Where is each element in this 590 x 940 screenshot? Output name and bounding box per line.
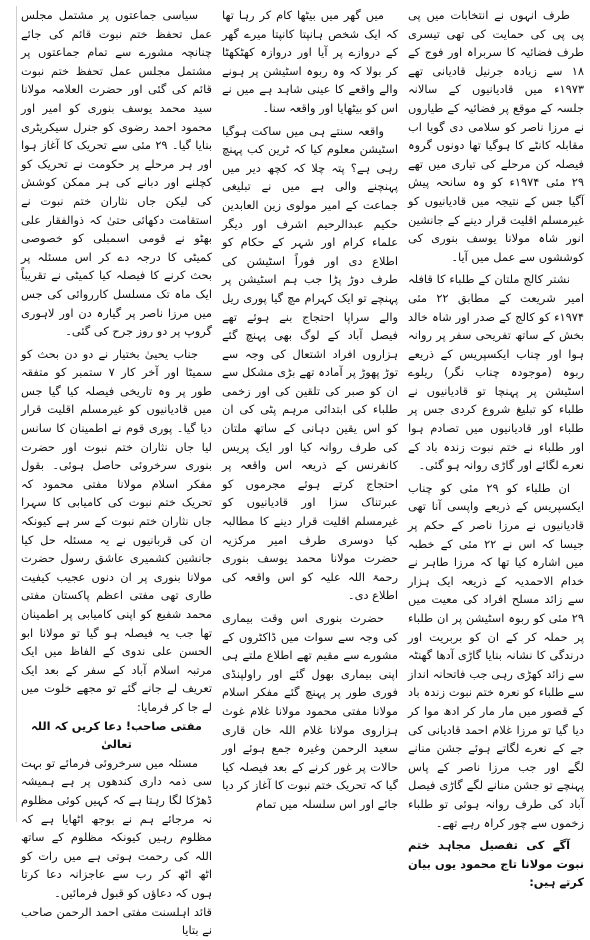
paragraph: طرف انہوں نے انتخابات میں پی پی پی کی حمایت کی تھی تیسری طرف فضائیہ کا سربراہ اور فوج کے ۱۸ سے زیادہ جرنیل قادیانی تھے ۱۹۷۳ء میں قادیانیوں کے سالانہ جلسہ کے موقع پر فضائیہ کے طیاروں نے مرزا ناصر کو سلامی دی گویا اب مقابلہ کانٹے کا ہوگیا تھا دونوں گروہ فیصلہ کن مرحلے کی تیاری میں تھے ۲۹ مئی ۱۹۷۴ء کو وہ سانحہ پیش آگیا جس کے نتیجہ میں قادیانیوں کو غیرمسلم اقلیت قرار دینے کے جانشین انور شاہ مولانا یوسف بنوری کی کوششوں سے عمل میں آیا۔ [408,8,584,264]
paragraph: مسئلہ میں سرخروئی فرمائے تو بہت سی ذمہ داری کندھوں پر ہے ہمیشہ ڈھڑکا لگا رہتا ہے کہ کہیں کوئی مظلوم نہ مرجائے ہم نے بوجھ اٹھایا ہے کہ مظلوم رہیں کیونکہ مظلوم کے ساتھ اللہ کی رحمت ہوتی ہے میں رات کو اٹھ اٹھ کر رب سے عاجزانہ دعا کرتا ہوں کہ دعاؤں کو قبول فرمائیں۔ [21,755,212,900]
quote-line: مفتی صاحب! دعا کریں کہ اللہ تعالیٰ [31,718,202,752]
paragraph: حضرت بنوری اس وقت بیماری کی وجہ سے سوات میں ڈاکٹروں کے مشورے سے مقیم تھے اطلاع ملتے ہی اپنی بیماری بھول گئے اور راولپنڈی فوری طور پر پہنچ گئے مفکر اسلام مولانا مفتی محمود مولانا غلام غوث ہزاروی مولانا غلام اللہ خان قاری سعید الرحمن وغیرہ جمع ہوئے اور حالات پر غور کرنے کے بعد فیصلہ کیا گیا کہ تحریک ختم نبوت کا آغاز کر دیا جائے اور اس سلسلہ میں تمام [222,611,398,811]
paragraph: واقعہ سنتے ہی میں ساکت ہوگیا اسٹیشن معلوم کیا کہ ٹرین کب پہنچ رہی ہے؟ پتہ چلا کہ کچھ دیر میں پہنچنے والی ہے میں نے تبلیغی جماعت کے امیر مولوی زین العابدین حکیم عبدالرحیم اشرف اور دیگر علماء کرام اور شہر کے حکام کو اطلاع دی اور فوراً اسٹیشن کی طرف دوڑ پڑا جب ہم اسٹیشن پر پہنچے تو ایک کہرام مچ گیا پوری ریل والے سراپا احتجاج بنے ہوئے تھے فیصل آباد کے لوگ بھی پہنچ گئے ہزاروں افراد اشتعال کی وجہ سے توڑ پھوڑ پر آمادہ تھے بڑی مشکل سے ان کو صبر کی تلقین کی اور زخمی طلباء کی ابتدائی مرہم پٹی کی ان کو اس یقین دہانی کے ساتھ ملتان کی طرف روانہ کیا اور ایک پریس کانفرنس کے ذریعہ اس واقعہ پر احتجاج کرتے ہوئے مجرموں کو عبرتناک سزا اور قادیانیوں کو غیرمسلم اقلیت قرار دینے کا مطالبہ کیا دوسری طرف امیر مرکزیہ حضرت مولانا محمد یوسف بنوری رحمۃ اللہ علیہ کو اس واقعہ کی اطلاع دی۔ [222,123,398,603]
text-column-middle [222,6,398,822]
closing-line: قائد اہلسنت مفتی احمد الرحمن صاحب نے بتایا [21,904,212,938]
paragraph: سیاسی جماعتوں پر مشتمل مجلس عمل تحفظ ختم نبوت قائم کی جائے چنانچہ مشورے سے تمام جماعتوں پر مشتمل مجلس عمل تحفظ ختم نبوت قائم کی گئی اور حضرت العلامہ مولانا سید محمد یوسف بنوری کو امیر اور محمود احمد رضوی کو جنرل سیکریٹری بنایا گیا۔ ۲۹ مئی سے تحریک کا آغاز ہوا اور ہر مرحلے پر حکومت نے تحریک کو کچلنے اور دبانے کی ہر ممکن کوشش کی لیکن جاں نثاران ختم نبوت نے استقامت دکھائی حتیٰ کہ ذوالفقار علی بھٹو نے قومی اسمبلی کو خصوصی کمیٹی کا درجہ دے کر اس مسئلہ پر بحث کرنے کا فیصلہ کیا کمیٹی نے تقریباً ایک ماہ تک مسلسل کارروائی کی جس میں مرزا ناصر پر گیارہ دن اور لاہوری گروپ پر دو روز جرح کی گئی۔ [21,8,213,339]
paragraph: جناب یحییٰ بختیار نے دو دن بحث کو سمیٹا اور آخر کار ۷ ستمبر کو متفقہ طور پر وہ تاریخی فیصلہ کیا گیا جس میں قادیانیوں کو غیرمسلم اقلیت قرار دیا گیا۔ پوری قوم نے اطمینان کا سانس لیا جاں نثاران ختم نبوت اور حضرت بنوری سرخروئی حاصل ہوئی۔ بقول مفکر اسلام مولانا مفتی محمود کہ تحریک ختم نبوت کی کامیابی کا سہرا جاں نثاران ختم نبوت کے سر ہے کیونکہ ان کی قربانیوں نے یہ مسئلہ حل کیا جانشین کشمیری عاشق رسول حضرت مولانا بنوری پر ان دنوں عجیب کیفیت طاری تھی مفتی اعظم پاکستان مفتی محمد شفیع کو اپنی کامیابی پر اطمینان تھا جب یہ فیصلہ ہو گیا تو مولانا ابو الحسن علی ندوی کے الفاظ میں ایک مرتبہ اسلام آباد کے سفر کے بعد ایک تعریف لے جانے گئے تو مجھے خلوت میں لے جا کر فرمایا: [21,346,212,714]
paragraph: ان طلباء کو ۲۹ مئی کو چناب ایکسپریس کے ذریعے واپسی آنا تھی قادیانیوں نے مرزا ناصر کے حکم پر جیسا کہ اس نے ۲۲ مئی کے خطبہ میں اشارہ کیا تھا کہ مرزا طاہر نے خدام الاحمدیہ کے ذریعہ ایک ہزار سے زائد مسلح افراد کی معیت میں ۲۹ مئی کو ربوہ اسٹیشن پر ان طلباء پر حملہ کر کے ان کو بربریت اور درندگی کا نشانہ بنایا گاڑی آدھا گھنٹہ سے زائد کھڑی رہی جب فاتحانہ انداز سے طلباء کو نعرہ ختم نبوت زندہ باد کے قصور میں مار مار کر ادھ موا کر دیا گیا تو مرزا غلام احمد قادیانی کی جے کے نعرے لگاتے ہوئے جشن منانے لگے اور جب مرزا ناصر کے پاس پہنچے تو جشن منانے لگے گاڑی فیصل آباد کی طرف روانہ ہوئی تو طلباء زخموں سے چور کراہ رہے تھے۔ [408,480,584,830]
paragraph: نشتر کالج ملتان کے طلباء کا قافلہ امیر شریعت کے مطابق ۲۲ مئی ۱۹۷۴ء کو کالج کے صدر اور شاہ خالد بخش کے ساتھ تفریحی سفر پر روانہ ہوا اور چناب ایکسپریس کے ذریعے ربوہ (موجودہ چناب نگر) ریلوے اسٹیشن پر پہنچا تو قادیانیوں نے طلباء کو تبلیغ شروع کردی جس پر طلباء اور قادیانیوں میں تصادم ہوا اور طلباء نے ختم نبوت زندہ باد کے نعرے لگائے اور گاڑی روانہ ہو گئی۔ [408,272,584,473]
text-column-left [16,6,213,938]
paragraph: آگے کی تفصیل مجاہد ختم نبوت مولانا تاج محمود یوں بیان کرتے ہیں: [408,838,584,890]
text-column-right [408,6,584,890]
paragraph: میں گھر میں بیٹھا کام کر رہا تھا کہ ایک شخص ہانپتا کانپتا میرے گھر کے دروازے پر آیا اور دروازہ کھٹکھٹا کر بولا کہ وہ ربوہ اسٹیشن پر ہونے والے واقعے کا عینی شاہد ہے میں نے اس کو بیٹھایا اور واقعہ سنا۔ [222,8,398,115]
